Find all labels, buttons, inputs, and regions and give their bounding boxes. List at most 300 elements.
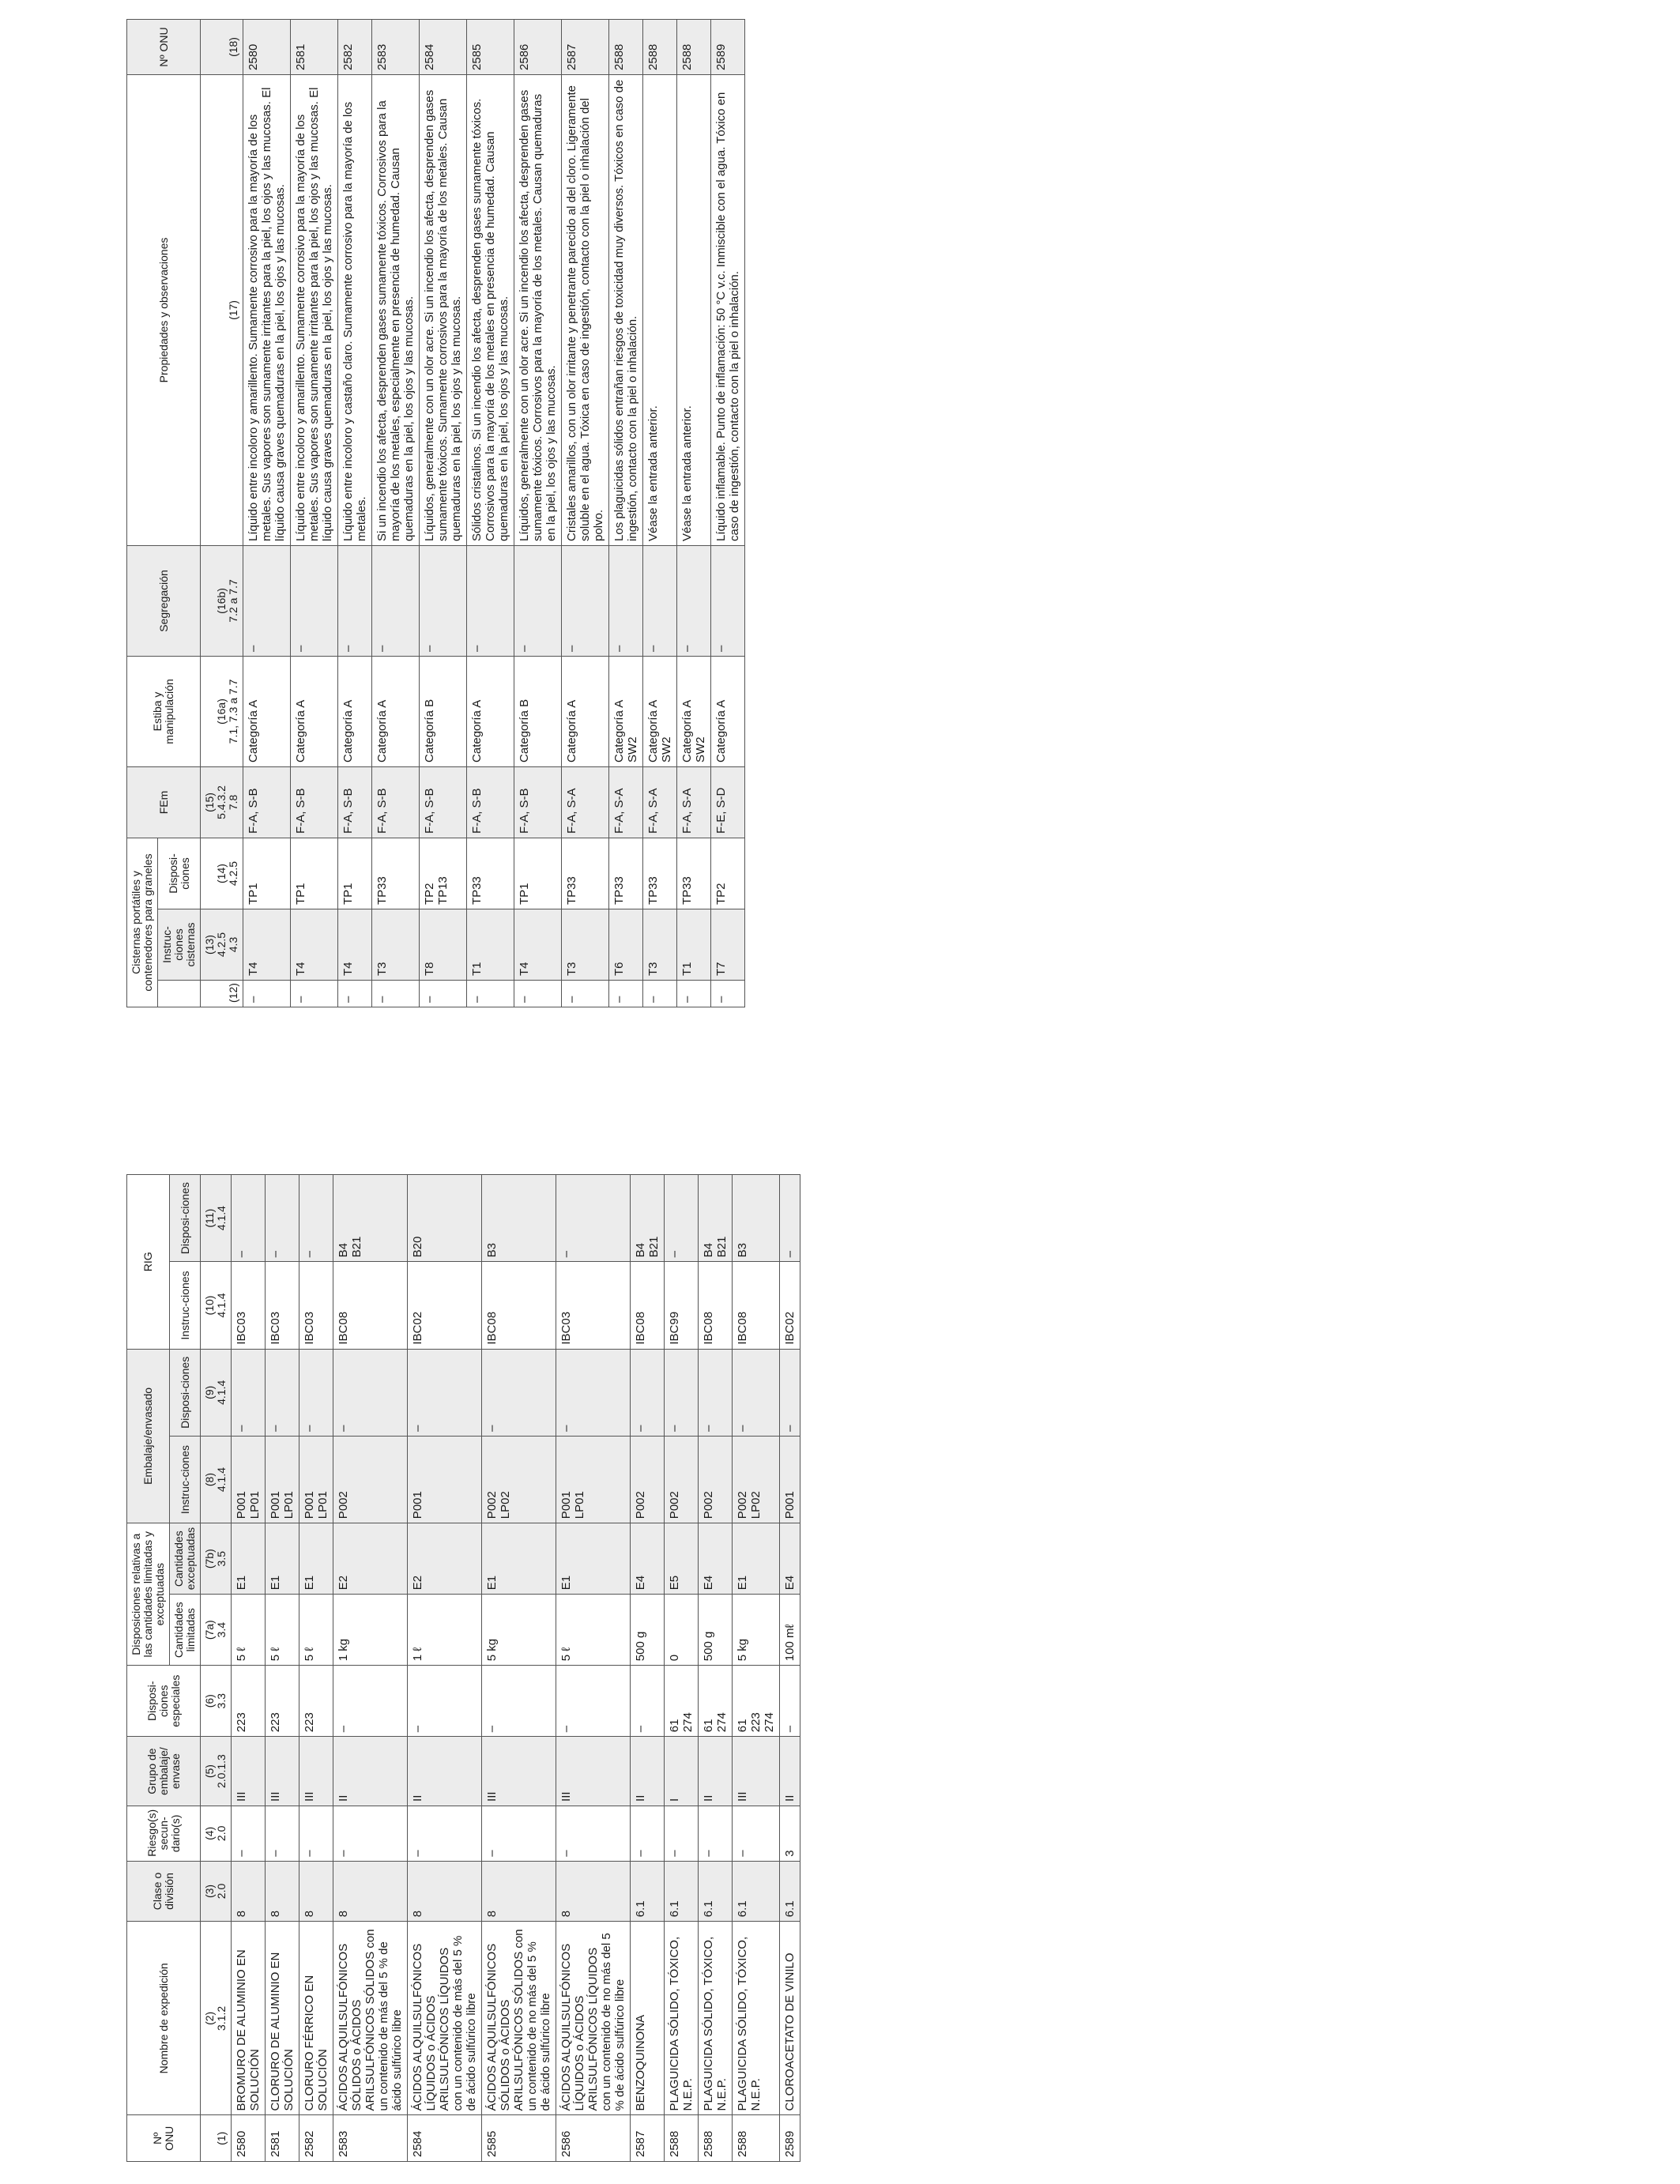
cell-cantidades-limitadas: 500 g — [699, 1595, 733, 1666]
cell-disposiciones-especiales: 223 — [299, 1666, 333, 1737]
cell-onu: 2588 — [733, 2115, 780, 2162]
right-colnum: (16b) 7.2 a 7.7 — [201, 545, 243, 656]
cell-cantidades-limitadas: 5 ℓ — [556, 1595, 631, 1666]
cell-cantidades-exceptuadas: E2 — [333, 1523, 408, 1595]
cell-onu: 2582 — [299, 2115, 333, 2162]
table-row — [333, 1175, 408, 2162]
table-row — [631, 1175, 665, 2162]
cell-estiba: Categoría A — [243, 656, 291, 766]
cell-onu-right: 2588 — [609, 19, 643, 74]
table-row — [408, 1175, 482, 2162]
cell-estiba: Categoría A — [338, 656, 372, 766]
cell-disposiciones-especiales: 61 223 274 — [733, 1666, 780, 1737]
cell-rig-instrucciones: IBC08 — [631, 1262, 665, 1349]
cell-estiba: Categoría A — [562, 656, 609, 766]
cell-instrucciones-cisternas: T8 — [420, 909, 467, 981]
cell-grupo: II — [780, 1737, 800, 1806]
cell-onu: 2583 — [333, 2115, 408, 2162]
table-row — [291, 19, 338, 1007]
header-riesgo: Riesgo(s) secun-dario(s) — [127, 1806, 201, 1861]
cell-fem: F-A, S-A — [562, 766, 609, 838]
header-grupo: Grupo de embalaje/ envase — [127, 1737, 201, 1806]
cell-col12: – — [711, 981, 745, 1007]
cell-cisternas-disposiciones: TP1 — [291, 838, 338, 909]
cell-embalaje-instrucciones: P002 — [699, 1436, 733, 1523]
cell-riesgo: – — [665, 1806, 699, 1861]
cell-cantidades-exceptuadas: E1 — [733, 1523, 780, 1595]
header-cantidades-limitadas: Cantidades limitadas — [170, 1595, 201, 1666]
cell-instrucciones-cisternas: T4 — [291, 909, 338, 981]
header-embalaje-instrucciones: Instruc-ciones — [170, 1436, 201, 1523]
cell-riesgo: – — [631, 1806, 665, 1861]
right-colnum: (16a) 7.1, 7.3 a 7.7 — [201, 656, 243, 766]
cell-col12: – — [338, 981, 372, 1007]
cell-clase: 6.1 — [733, 1861, 780, 1922]
cell-onu: 2585 — [482, 2115, 556, 2162]
cell-embalaje-disposiciones: – — [408, 1349, 482, 1436]
cell-rig-disposiciones: – — [232, 1175, 266, 1262]
cell-riesgo: – — [232, 1806, 266, 1861]
cell-cantidades-exceptuadas: E2 — [408, 1523, 482, 1595]
cell-fem: F-A, S-B — [420, 766, 467, 838]
cell-rig-disposiciones: B4 B21 — [333, 1175, 408, 1262]
cell-rig-disposiciones: B3 — [733, 1175, 780, 1262]
cell-propiedades: Líquido entre incoloro y amarillento. Sumamente corrosivo para la mayoría de los metales. Sus vapores son sumamente irritantes para la piel, los ojos y las mucosas. El líquido causa graves quemaduras en la piel, los ojos y las mucosas. — [291, 74, 338, 545]
cell-onu: 2580 — [232, 2115, 266, 2162]
cell-cantidades-limitadas: 5 kg — [733, 1595, 780, 1666]
cell-cantidades-exceptuadas: E5 — [665, 1523, 699, 1595]
cell-grupo: III — [299, 1737, 333, 1806]
left-colnum: (7a) 3.4 — [201, 1595, 232, 1666]
cell-cantidades-limitadas: 500 g — [631, 1595, 665, 1666]
cell-rig-instrucciones: IBC03 — [266, 1262, 299, 1349]
cell-grupo: II — [333, 1737, 408, 1806]
cell-cantidades-exceptuadas: E1 — [266, 1523, 299, 1595]
cell-segregacion: – — [677, 545, 711, 656]
cell-onu-right: 2584 — [420, 19, 467, 74]
cell-estiba: Categoría A — [711, 656, 745, 766]
right-colnum: (17) — [201, 74, 243, 545]
left-colnum: (3) 2.0 — [201, 1861, 232, 1922]
cell-cantidades-exceptuadas: E1 — [556, 1523, 631, 1595]
cell-fem: F-A, S-A — [643, 766, 677, 838]
cell-clase: 8 — [482, 1861, 556, 1922]
cell-cantidades-exceptuadas: E1 — [299, 1523, 333, 1595]
cell-embalaje-instrucciones: P002 — [665, 1436, 699, 1523]
cell-onu-right: 2588 — [677, 19, 711, 74]
cell-riesgo: – — [733, 1806, 780, 1861]
left-table-region — [126, 1174, 1193, 2162]
cell-segregacion: – — [291, 545, 338, 656]
right-dangerous-goods-table — [126, 19, 745, 1007]
cell-embalaje-disposiciones: – — [631, 1349, 665, 1436]
cell-rig-disposiciones: – — [665, 1175, 699, 1262]
cell-embalaje-disposiciones: – — [780, 1349, 800, 1436]
header-fem: FEm — [127, 766, 201, 838]
header-onu: Nº ONU — [127, 2115, 201, 2162]
cell-cantidades-exceptuadas: E4 — [780, 1523, 800, 1595]
cell-fem: F-A, S-B — [243, 766, 291, 838]
table-row — [643, 19, 677, 1007]
cell-cantidades-limitadas: 5 ℓ — [266, 1595, 299, 1666]
cell-propiedades: Si un incendio los afecta, desprenden gases sumamente tóxicos. Corrosivos para la mayoría de los metales, especialmente en presencia de humedad. Causan quemaduras en la piel, los ojos y las mucosas. — [372, 74, 420, 545]
header-rig-instrucciones: Instruc-ciones — [170, 1262, 201, 1349]
cell-rig-instrucciones: IBC08 — [733, 1262, 780, 1349]
cell-cisternas-disposiciones: TP33 — [609, 838, 643, 909]
cell-riesgo: – — [333, 1806, 408, 1861]
cell-riesgo: – — [299, 1806, 333, 1861]
cell-instrucciones-cisternas: T6 — [609, 909, 643, 981]
cell-cantidades-limitadas: 5 ℓ — [232, 1595, 266, 1666]
cell-onu-right: 2583 — [372, 19, 420, 74]
cell-rig-disposiciones: – — [556, 1175, 631, 1262]
cell-nombre: ÁCIDOS ALQUILSULFÓNICOS LÍQUIDOS o ÁCIDOS ARILSULFÓNICOS LÍQUIDOS con un contenido de no más del 5 % de ácido sulfúrico libre — [556, 1922, 631, 2115]
cell-clase: 6.1 — [780, 1861, 800, 1922]
cell-grupo: II — [699, 1737, 733, 1806]
table-row — [467, 19, 514, 1007]
table-row — [733, 1175, 780, 2162]
cell-rig-disposiciones: B4 B21 — [631, 1175, 665, 1262]
table-row — [372, 19, 420, 1007]
cell-instrucciones-cisternas: T4 — [338, 909, 372, 981]
cell-clase: 8 — [556, 1861, 631, 1922]
cell-onu-right: 2587 — [562, 19, 609, 74]
cell-riesgo: – — [482, 1806, 556, 1861]
cell-riesgo: – — [556, 1806, 631, 1861]
cell-embalaje-instrucciones: P002 LP02 — [733, 1436, 780, 1523]
cell-disposiciones-especiales: – — [333, 1666, 408, 1737]
cell-estiba: Categoría A — [467, 656, 514, 766]
cell-propiedades: Líquido entre incoloro y castaño claro. Sumamente corrosivo para la mayoría de los metales. — [338, 74, 372, 545]
cell-clase: 6.1 — [699, 1861, 733, 1922]
cell-segregacion: – — [243, 545, 291, 656]
cell-disposiciones-especiales: – — [482, 1666, 556, 1737]
cell-cantidades-limitadas: 0 — [665, 1595, 699, 1666]
cell-nombre: PLAGUICIDA SÓLIDO, TÓXICO, N.E.P. — [733, 1922, 780, 2115]
cell-embalaje-instrucciones: P002 — [631, 1436, 665, 1523]
left-colnum: (6) 3.3 — [201, 1666, 232, 1737]
cell-fem: F-A, S-B — [467, 766, 514, 838]
cell-grupo: III — [232, 1737, 266, 1806]
table-row — [232, 1175, 266, 2162]
cell-nombre: PLAGUICIDA SÓLIDO, TÓXICO, N.E.P. — [699, 1922, 733, 2115]
table-row — [514, 19, 562, 1007]
cell-rig-disposiciones: – — [266, 1175, 299, 1262]
cell-rig-instrucciones: IBC03 — [556, 1262, 631, 1349]
cell-cisternas-disposiciones: TP33 — [643, 838, 677, 909]
cell-cantidades-limitadas: 5 kg — [482, 1595, 556, 1666]
cell-col12: – — [291, 981, 338, 1007]
cell-nombre: ÁCIDOS ALQUILSULFÓNICOS SÓLIDOS o ÁCIDOS ARILSULFÓNICOS SÓLIDOS con un contenido de más del 5 % de ácido sulfúrico libre — [333, 1922, 408, 2115]
header-segregacion: Segregación — [127, 545, 201, 656]
cell-cisternas-disposiciones: TP2 TP13 — [420, 838, 467, 909]
header-cisternas-group: Cisternas portátiles y contenedores para graneles — [127, 838, 158, 1007]
cell-grupo: III — [556, 1737, 631, 1806]
cell-disposiciones-especiales: 223 — [266, 1666, 299, 1737]
cell-propiedades: Líquidos, generalmente con un olor acre. Si un incendio los afecta, desprenden gases sumamente tóxicos. Corrosivos para la mayoría de los metales. Causan quemaduras en la piel, los ojos y las mucosas. — [514, 74, 562, 545]
cell-onu: 2581 — [266, 2115, 299, 2162]
cell-nombre: ÁCIDOS ALQUILSULFÓNICOS LÍQUIDOS o ÁCIDOS ARILSULFÓNICOS LÍQUIDOS con un contenido de más del 5 % de ácido sulfúrico libre — [408, 1922, 482, 2115]
cell-fem: F-A, S-B — [514, 766, 562, 838]
cell-onu: 2586 — [556, 2115, 631, 2162]
right-colnum: (13) 4.2.5 4.3 — [201, 909, 243, 981]
header-instrucciones-cisternas: Instruc-ciones cisternas — [158, 909, 201, 981]
cell-rig-instrucciones: IBC03 — [299, 1262, 333, 1349]
cell-embalaje-disposiciones: – — [266, 1349, 299, 1436]
cell-onu-right: 2589 — [711, 19, 745, 74]
cell-rig-disposiciones: B4 B21 — [699, 1175, 733, 1262]
cell-fem: F-A, S-B — [372, 766, 420, 838]
cell-rig-instrucciones: IBC08 — [333, 1262, 408, 1349]
cell-rig-instrucciones: IBC08 — [482, 1262, 556, 1349]
cell-cisternas-disposiciones: TP2 — [711, 838, 745, 909]
table-row — [482, 1175, 556, 2162]
cell-cisternas-disposiciones: TP1 — [514, 838, 562, 909]
cell-cantidades-exceptuadas: E1 — [232, 1523, 266, 1595]
cell-propiedades: Cristales amarillos, con un olor irritante y penetrante parecido al del cloro. Ligeramente soluble en el agua. Tóxica en caso de ingestión, contacto con la piel o inhalación del polvo. — [562, 74, 609, 545]
cell-onu: 2584 — [408, 2115, 482, 2162]
cell-onu-right: 2588 — [643, 19, 677, 74]
header-col12-blank — [158, 981, 201, 1007]
table-row — [699, 1175, 733, 2162]
cell-propiedades: Líquido entre incoloro y amarillento. Sumamente corrosivo para la mayoría de los metales. Sus vapores son sumamente irritantes para la piel, los ojos y las mucosas. El líquido causa graves quemaduras en la piel, los ojos y las mucosas. — [243, 74, 291, 545]
cell-cantidades-limitadas: 1 kg — [333, 1595, 408, 1666]
cell-nombre: CLORURO FÉRRICO EN SOLUCIÓN — [299, 1922, 333, 2115]
cell-embalaje-instrucciones: P002 — [333, 1436, 408, 1523]
cell-embalaje-disposiciones: – — [482, 1349, 556, 1436]
cell-nombre: BENZOQUINONA — [631, 1922, 665, 2115]
cell-segregacion: – — [609, 545, 643, 656]
cell-fem: F-A, S-B — [291, 766, 338, 838]
cell-instrucciones-cisternas: T4 — [514, 909, 562, 981]
cell-grupo: I — [665, 1737, 699, 1806]
cell-clase: 8 — [333, 1861, 408, 1922]
cell-rig-instrucciones: IBC02 — [780, 1262, 800, 1349]
cell-riesgo: 3 — [780, 1806, 800, 1861]
cell-nombre: CLOROACETATO DE VINILO — [780, 1922, 800, 2115]
cell-col12: – — [514, 981, 562, 1007]
cell-segregacion: – — [711, 545, 745, 656]
cell-embalaje-instrucciones: P001 LP01 — [232, 1436, 266, 1523]
left-column-numbers — [201, 1175, 232, 2162]
table-row — [665, 1175, 699, 2162]
cell-onu: 2588 — [699, 2115, 733, 2162]
cell-estiba: Categoría B — [420, 656, 467, 766]
table-row — [780, 1175, 800, 2162]
cell-embalaje-disposiciones: – — [556, 1349, 631, 1436]
cell-embalaje-disposiciones: – — [299, 1349, 333, 1436]
cell-embalaje-instrucciones: P001 LP01 — [299, 1436, 333, 1523]
cell-cisternas-disposiciones: TP33 — [372, 838, 420, 909]
right-colnum: (14) 4.2.5 — [201, 838, 243, 909]
cell-instrucciones-cisternas: T3 — [643, 909, 677, 981]
cell-col12: – — [467, 981, 514, 1007]
left-colnum: (9) 4.1.4 — [201, 1349, 232, 1436]
table-row — [338, 19, 372, 1007]
cell-col12: – — [643, 981, 677, 1007]
cell-propiedades: Véase la entrada anterior. — [643, 74, 677, 545]
cell-col12: – — [609, 981, 643, 1007]
right-table-region — [126, 20, 1233, 1007]
cell-disposiciones-especiales: 61 274 — [665, 1666, 699, 1737]
header-estiba: Estiba y manipulación — [127, 656, 201, 766]
left-dangerous-goods-table — [126, 1174, 800, 2162]
cell-propiedades: Sólidos cristalinos. Si un incendio los afecta, desprenden gases sumamente tóxicos. Corrosivos para la mayoría de los metales en presencia de humedad. Causan quemaduras en la piel, los ojos y las mucosas. — [467, 74, 514, 545]
cell-cantidades-exceptuadas: E4 — [631, 1523, 665, 1595]
right-table-body — [243, 19, 745, 1007]
cell-cantidades-exceptuadas: E4 — [699, 1523, 733, 1595]
cell-rig-instrucciones: IBC99 — [665, 1262, 699, 1349]
cell-col12: – — [562, 981, 609, 1007]
cell-riesgo: – — [266, 1806, 299, 1861]
cell-segregacion: – — [420, 545, 467, 656]
cell-embalaje-instrucciones: P001 LP01 — [556, 1436, 631, 1523]
cell-rig-disposiciones: – — [780, 1175, 800, 1262]
header-disposiciones-especiales: Disposi-ciones especiales — [127, 1666, 201, 1737]
left-colnum: (1) — [201, 2115, 232, 2162]
cell-propiedades: Los plaguicidas sólidos entrañan riesgos de toxicidad muy diversos. Tóxicos en caso de ingestión, contacto con la piel o inhalación. — [609, 74, 643, 545]
cell-disposiciones-especiales: – — [631, 1666, 665, 1737]
cell-propiedades: Líquidos, generalmente con un olor acre. Si un incendio los afecta, desprenden gases sumamente tóxicos. Sumamente corrosivos para la mayoría de los metales. Causan quemaduras en la piel, los ojos y las mucosas. — [420, 74, 467, 545]
header-rig-disposiciones: Disposi-ciones — [170, 1175, 201, 1262]
header-embalaje-group: Embalaje/envasado — [127, 1349, 170, 1523]
cell-embalaje-instrucciones: P001 — [780, 1436, 800, 1523]
left-table-body — [232, 1175, 800, 2162]
table-row — [299, 1175, 333, 2162]
right-colnum: (15) 5.4.3.2 7.8 — [201, 766, 243, 838]
cell-grupo: III — [266, 1737, 299, 1806]
cell-estiba: Categoría B — [514, 656, 562, 766]
cell-clase: 8 — [232, 1861, 266, 1922]
cell-embalaje-disposiciones: – — [333, 1349, 408, 1436]
cell-grupo: III — [482, 1737, 556, 1806]
cell-riesgo: – — [699, 1806, 733, 1861]
cell-col12: – — [372, 981, 420, 1007]
cell-embalaje-disposiciones: – — [733, 1349, 780, 1436]
cell-embalaje-disposiciones: – — [699, 1349, 733, 1436]
cell-disposiciones-especiales: – — [780, 1666, 800, 1737]
left-colnum: (4) 2.0 — [201, 1806, 232, 1861]
cell-instrucciones-cisternas: T1 — [677, 909, 711, 981]
cell-cantidades-limitadas: 1 ℓ — [408, 1595, 482, 1666]
cell-cisternas-disposiciones: TP1 — [243, 838, 291, 909]
header-clase: Clase o división — [127, 1861, 201, 1922]
cell-disposiciones-especiales: 61 274 — [699, 1666, 733, 1737]
cell-estiba: Categoría A — [372, 656, 420, 766]
table-row — [677, 19, 711, 1007]
cell-propiedades: Véase la entrada anterior. — [677, 74, 711, 545]
cell-nombre: CLORURO DE ALUMINIO EN SOLUCIÓN — [266, 1922, 299, 2115]
cell-clase: 8 — [266, 1861, 299, 1922]
cell-estiba: Categoría A SW2 — [609, 656, 643, 766]
table-row — [609, 19, 643, 1007]
cell-onu-right: 2585 — [467, 19, 514, 74]
right-colnum: (18) — [201, 19, 243, 74]
cell-onu-right: 2582 — [338, 19, 372, 74]
cell-estiba: Categoría A — [291, 656, 338, 766]
cell-onu: 2588 — [665, 2115, 699, 2162]
table-row — [243, 19, 291, 1007]
cell-cisternas-disposiciones: TP33 — [562, 838, 609, 909]
cell-segregacion: – — [338, 545, 372, 656]
left-colnum: (11) 4.1.4 — [201, 1175, 232, 1262]
cell-cantidades-limitadas: 100 mℓ — [780, 1595, 800, 1666]
cell-cisternas-disposiciones: TP1 — [338, 838, 372, 909]
cell-clase: 8 — [299, 1861, 333, 1922]
cell-col12: – — [677, 981, 711, 1007]
cell-embalaje-disposiciones: – — [665, 1349, 699, 1436]
cell-instrucciones-cisternas: T3 — [562, 909, 609, 981]
header-nombre: Nombre de expedición — [127, 1922, 201, 2115]
cell-fem: F-A, S-A — [609, 766, 643, 838]
cell-clase: 8 — [408, 1861, 482, 1922]
cell-segregacion: – — [467, 545, 514, 656]
cell-instrucciones-cisternas: T1 — [467, 909, 514, 981]
cell-disposiciones-especiales: – — [408, 1666, 482, 1737]
cell-rig-instrucciones: IBC02 — [408, 1262, 482, 1349]
cell-estiba: Categoría A SW2 — [643, 656, 677, 766]
cell-instrucciones-cisternas: T4 — [243, 909, 291, 981]
table-row — [420, 19, 467, 1007]
left-colnum: (5) 2.0.1.3 — [201, 1737, 232, 1806]
cell-rig-disposiciones: B3 — [482, 1175, 556, 1262]
cell-grupo: II — [631, 1737, 665, 1806]
right-column-numbers — [201, 19, 243, 1007]
header-cantidades-exceptuadas: Cantidades exceptuadas — [170, 1523, 201, 1595]
cell-fem: F-E, S-D — [711, 766, 745, 838]
cell-clase: 6.1 — [631, 1861, 665, 1922]
cell-col12: – — [243, 981, 291, 1007]
table-row — [556, 1175, 631, 2162]
left-colnum: (8) 4.1.4 — [201, 1436, 232, 1523]
cell-nombre: BROMURO DE ALUMINIO EN SOLUCIÓN — [232, 1922, 266, 2115]
cell-fem: F-A, S-B — [338, 766, 372, 838]
header-propiedades: Propiedades y observaciones — [127, 74, 201, 545]
cell-riesgo: – — [408, 1806, 482, 1861]
cell-cisternas-disposiciones: TP33 — [677, 838, 711, 909]
cell-grupo: III — [733, 1737, 780, 1806]
cell-embalaje-instrucciones: P001 — [408, 1436, 482, 1523]
cell-embalaje-instrucciones: P002 LP02 — [482, 1436, 556, 1523]
cell-segregacion: – — [562, 545, 609, 656]
cell-estiba: Categoría A SW2 — [677, 656, 711, 766]
cell-segregacion: – — [643, 545, 677, 656]
right-colnum: (12) — [201, 981, 243, 1007]
cell-fem: F-A, S-A — [677, 766, 711, 838]
cell-rig-disposiciones: – — [299, 1175, 333, 1262]
cell-onu-right: 2581 — [291, 19, 338, 74]
cell-disposiciones-especiales: 223 — [232, 1666, 266, 1737]
cell-cantidades-limitadas: 5 ℓ — [299, 1595, 333, 1666]
cell-grupo: II — [408, 1737, 482, 1806]
cell-rig-instrucciones: IBC08 — [699, 1262, 733, 1349]
cell-cantidades-exceptuadas: E1 — [482, 1523, 556, 1595]
cell-onu: 2587 — [631, 2115, 665, 2162]
cell-onu-right: 2580 — [243, 19, 291, 74]
cell-col12: – — [420, 981, 467, 1007]
left-colnum: (10) 4.1.4 — [201, 1262, 232, 1349]
header-cisternas-disposiciones: Disposi-ciones — [158, 838, 201, 909]
cell-embalaje-disposiciones: – — [232, 1349, 266, 1436]
cell-nombre: PLAGUICIDA SÓLIDO, TÓXICO, N.E.P. — [665, 1922, 699, 2115]
table-row — [562, 19, 609, 1007]
left-colnum: (2) 3.1.2 — [201, 1922, 232, 2115]
cell-onu: 2589 — [780, 2115, 800, 2162]
cell-cisternas-disposiciones: TP33 — [467, 838, 514, 909]
cell-onu-right: 2586 — [514, 19, 562, 74]
cell-segregacion: – — [514, 545, 562, 656]
header-cantidades-group: Disposiciones relativas a las cantidades limitadas y exceptuadas — [127, 1523, 170, 1666]
